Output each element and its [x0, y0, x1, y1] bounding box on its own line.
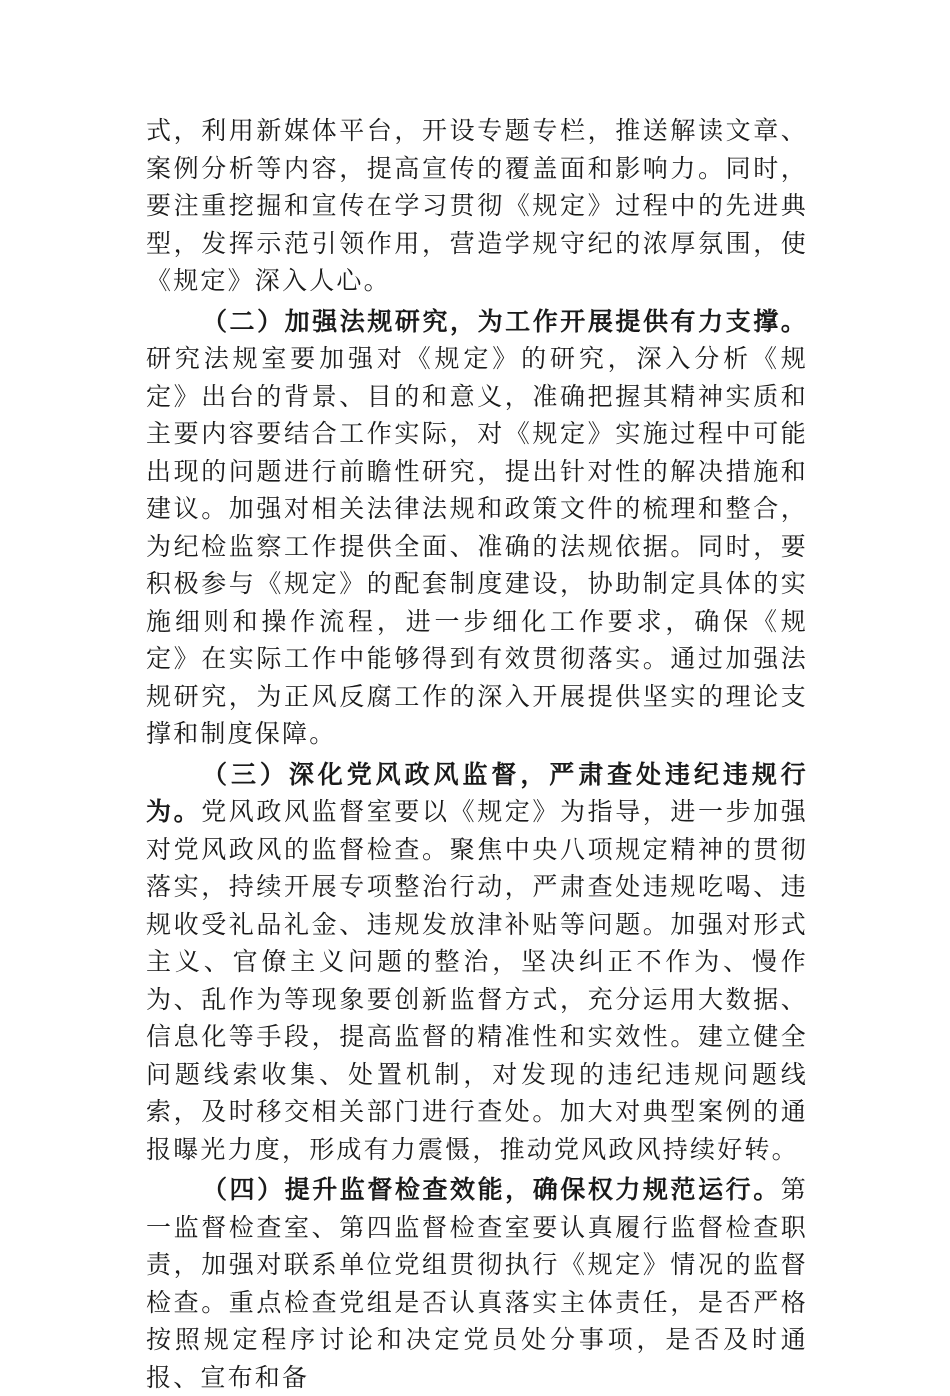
paragraph-continuation — [146, 112, 808, 300]
paragraph-section-2 — [146, 303, 808, 753]
paragraph-body: 研究法规室要加强对《规定》的研究，深入分析《规定》出台的背景、目的和意义，准确把握其精神实质和主要内容要结合工作实际，对《规定》实施过程中可能出现的问题进行前瞻性研究，提出针对性的解决措施和建议。加强对相关法律法规和政策文件的梳理和整合，为纪检监察工作提供全面、准确的法规依据。同时，要积极参与《规定》的配套制度建设，协助制定具体的实施细则和操作流程，进一步细化工作要求，确保《规定》在实际工作中能够得到有效贯彻落实。通过加强法规研究，为正风反腐工作的深入开展提供坚实的理论支撑和制度保障。 — [146, 344, 808, 748]
section-heading: （三）深化党风政风监督，严肃查处违纪违规行为。 — [146, 759, 808, 826]
paragraph-body: 第一监督检查室、第四监督检查室要认真履行监督检查职责，加强对联系单位党组贯彻执行《规定》情况的监督检查。重点检查党组是否认真落实主体责任，是否严格按照规定程序讨论和决定党员处分事项，是否及时通报、宣布和备 — [146, 1175, 808, 1392]
document-body — [146, 112, 808, 1396]
paragraph-body: 党风政风监督室要以《规定》为指导，进一步加强对党风政风的监督检查。聚焦中央八项规定精神的贯彻落实，持续开展专项整治行动，严肃查处违规吃喝、违规收受礼品礼金、违规发放津补贴等问题。加强对形式主义、官僚主义问题的整治，坚决纠正不作为、慢作为、乱作为等现象要创新监督方式，充分运用大数据、信息化等手段，提高监督的精准性和实效性。建立健全问题线索收集、处置机制，对发现的违纪违规问题线索，及时移交相关部门进行查处。加大对典型案例的通报曝光力度，形成有力震慑，推动党风政风持续好转。 — [146, 797, 808, 1164]
paragraph-body: 式，利用新媒体平台，开设专题专栏，推送解读文章、案例分析等内容，提高宣传的覆盖面和影响力。同时，要注重挖掘和宣传在学习贯彻《规定》过程中的先进典型，发挥示范引领作用，营造学规守纪的浓厚氛围，使《规定》深入人心。 — [146, 116, 808, 295]
section-heading: （二）加强法规研究，为工作开展提供有力支撑。 — [202, 306, 808, 336]
section-heading: （四）提升监督检查效能，确保权力规范运行。 — [202, 1175, 781, 1204]
paragraph-section-3 — [146, 756, 808, 1169]
paragraph-section-4 — [146, 1171, 808, 1396]
